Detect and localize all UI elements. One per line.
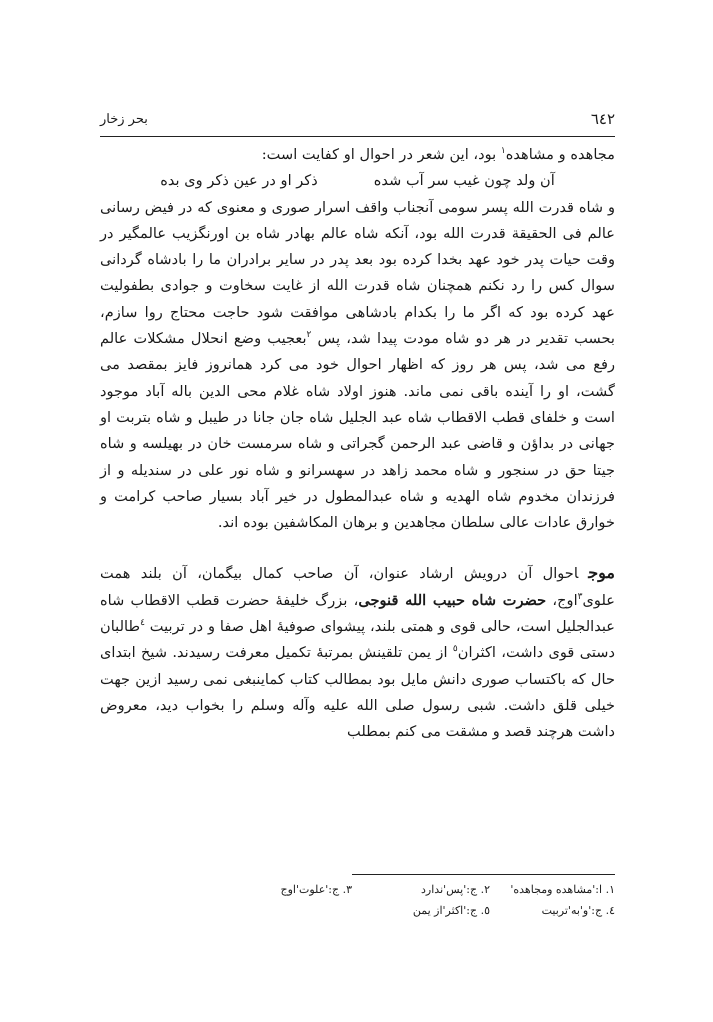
footnote-4: ٤. ج:'و'به'تربیت	[541, 904, 615, 917]
footnote-row	[100, 879, 615, 900]
footnote-row	[100, 900, 615, 921]
footnote-ref-2: ٢	[306, 330, 312, 341]
paragraph-1-text-a: و شاه قدرت الله پسر سومی آنجناب واقف اسرار صوری و معنوی که در فیض رسانی عالم فی الحقیقة قدرت الله بود، آنکه شاه عالم بهادر شاه بن اورنگزیب عالمگیر در وقت حیات پدر خود عهد بخدا کرده بود بعد پدر در سایر برادران ما را بادشاه گردانی سوال کس را رد نکنم همچنان شاه قدرت الله از غایت سخاوت و جوادی بطفولیت عهد کرده بود که اگر ما را بکدام بادشاهی موافقت شود حاجت محتاج روا سازم، بحسب تقدیر در هر دو شاه مودت پیدا شد، پس	[100, 198, 615, 348]
footnote-divider	[352, 874, 615, 875]
intro-text: مجاهده و مشاهده	[505, 146, 615, 163]
page-number: ٦٤٢	[590, 110, 615, 128]
paragraph-1-text-b: بعجیب وضع انحلال مشکلات عالم رفع می شد، پس هر روز که اظهار احوال خود می کرد همانروز فایز بمقصد می گشت، او را آینده باقی نمی ماند. هنوز اولاد شاه غلام محی الدین باله آباد موجود است و خلفای قطب الاقطاب شاه عبد الجلیل شاه جان جانا در طیبل و شاه بتربت او جهانی در بداؤن و قاضی عبد الرحمن گجراتی و شاه سرمست خان در بهیلسه و شاه جیتا حق در سنجور و شاه محمد زاهد در سهسرانو و شاه نور علی در سندیله و از فرزندان مخدوم شاه الهدیه و شاه عبدالمطول در خیر آباد بسیار صاحب کرامت و خوارق عادات عالی سلطان مجاهدین و برهان المکاشفین بوده اند.	[100, 330, 615, 532]
footnote-ref-4: ٤	[140, 618, 145, 629]
footnote-3: ٣. ج:'علوت'اوج	[280, 883, 352, 896]
paragraph-2-text-d: طالبان دستی قوی داشت، اکثران	[100, 618, 616, 662]
footnote-ref-1: ١	[500, 146, 506, 157]
paragraph-2-lead-word: موج	[588, 563, 615, 583]
body-text	[100, 142, 615, 746]
footnotes	[100, 879, 615, 921]
footnote-5: ٥. ج:'اکثر'از یمن	[412, 904, 490, 917]
verse-left-hemistich: ذکر او در عین ذکر وی بده	[160, 172, 318, 190]
paragraph-2-text-e: از یمن تلقینش بمرتبهٔ تکمیل معرفت رسیدند. شیخ ابتدای حال که باکتساب صوری دانش مایل بود بمطالب کتاب کماینبغی نمی رسید ازین جهت خیلی قلق داشت. شبی رسول صلی الله علیه وآله وسلم را بخواب دید، معروض داشت هرچند قصد و مشقت می کنم بمطلب	[100, 644, 615, 741]
verse-right-hemistich: آن ولد چون غیب سر آب شده	[373, 172, 555, 190]
footnote-1: ١. ا:'مشاهده ومجاهده'	[510, 883, 615, 896]
paragraph-2-text-a: احوال آن درویش ارشاد عنوان، آن صاحب کمال بیگمان، آن بلند همت علوی	[100, 565, 616, 609]
paragraph-2-text-b: اوج،	[552, 591, 578, 609]
footnote-ref-5: ٥	[452, 644, 458, 655]
paragraph-1	[100, 195, 615, 537]
running-title: بحر زخار	[100, 112, 148, 127]
intro-text-rest: بود، این شعر در احوال او کفایت است:	[261, 146, 497, 163]
paragraph-2-bold-name: حضرت شاه حبیب الله قنوجی	[358, 591, 547, 609]
paragraph-2	[100, 560, 615, 745]
paragraph-2-text-c: ، بزرگ خلیفهٔ حضرت قطب الاقطاب شاه عبدالجلیل است، حالی قوی و همتی بلند، پیشوای صوفیهٔ اهل صفا و در تربیت	[100, 591, 615, 636]
footnote-ref-3: ٣	[577, 591, 583, 602]
page-header	[100, 106, 615, 137]
intro-line	[100, 142, 615, 168]
verse-couplet	[100, 168, 615, 194]
footnote-2: ٢. ج:'پس'ندارد	[421, 883, 490, 896]
